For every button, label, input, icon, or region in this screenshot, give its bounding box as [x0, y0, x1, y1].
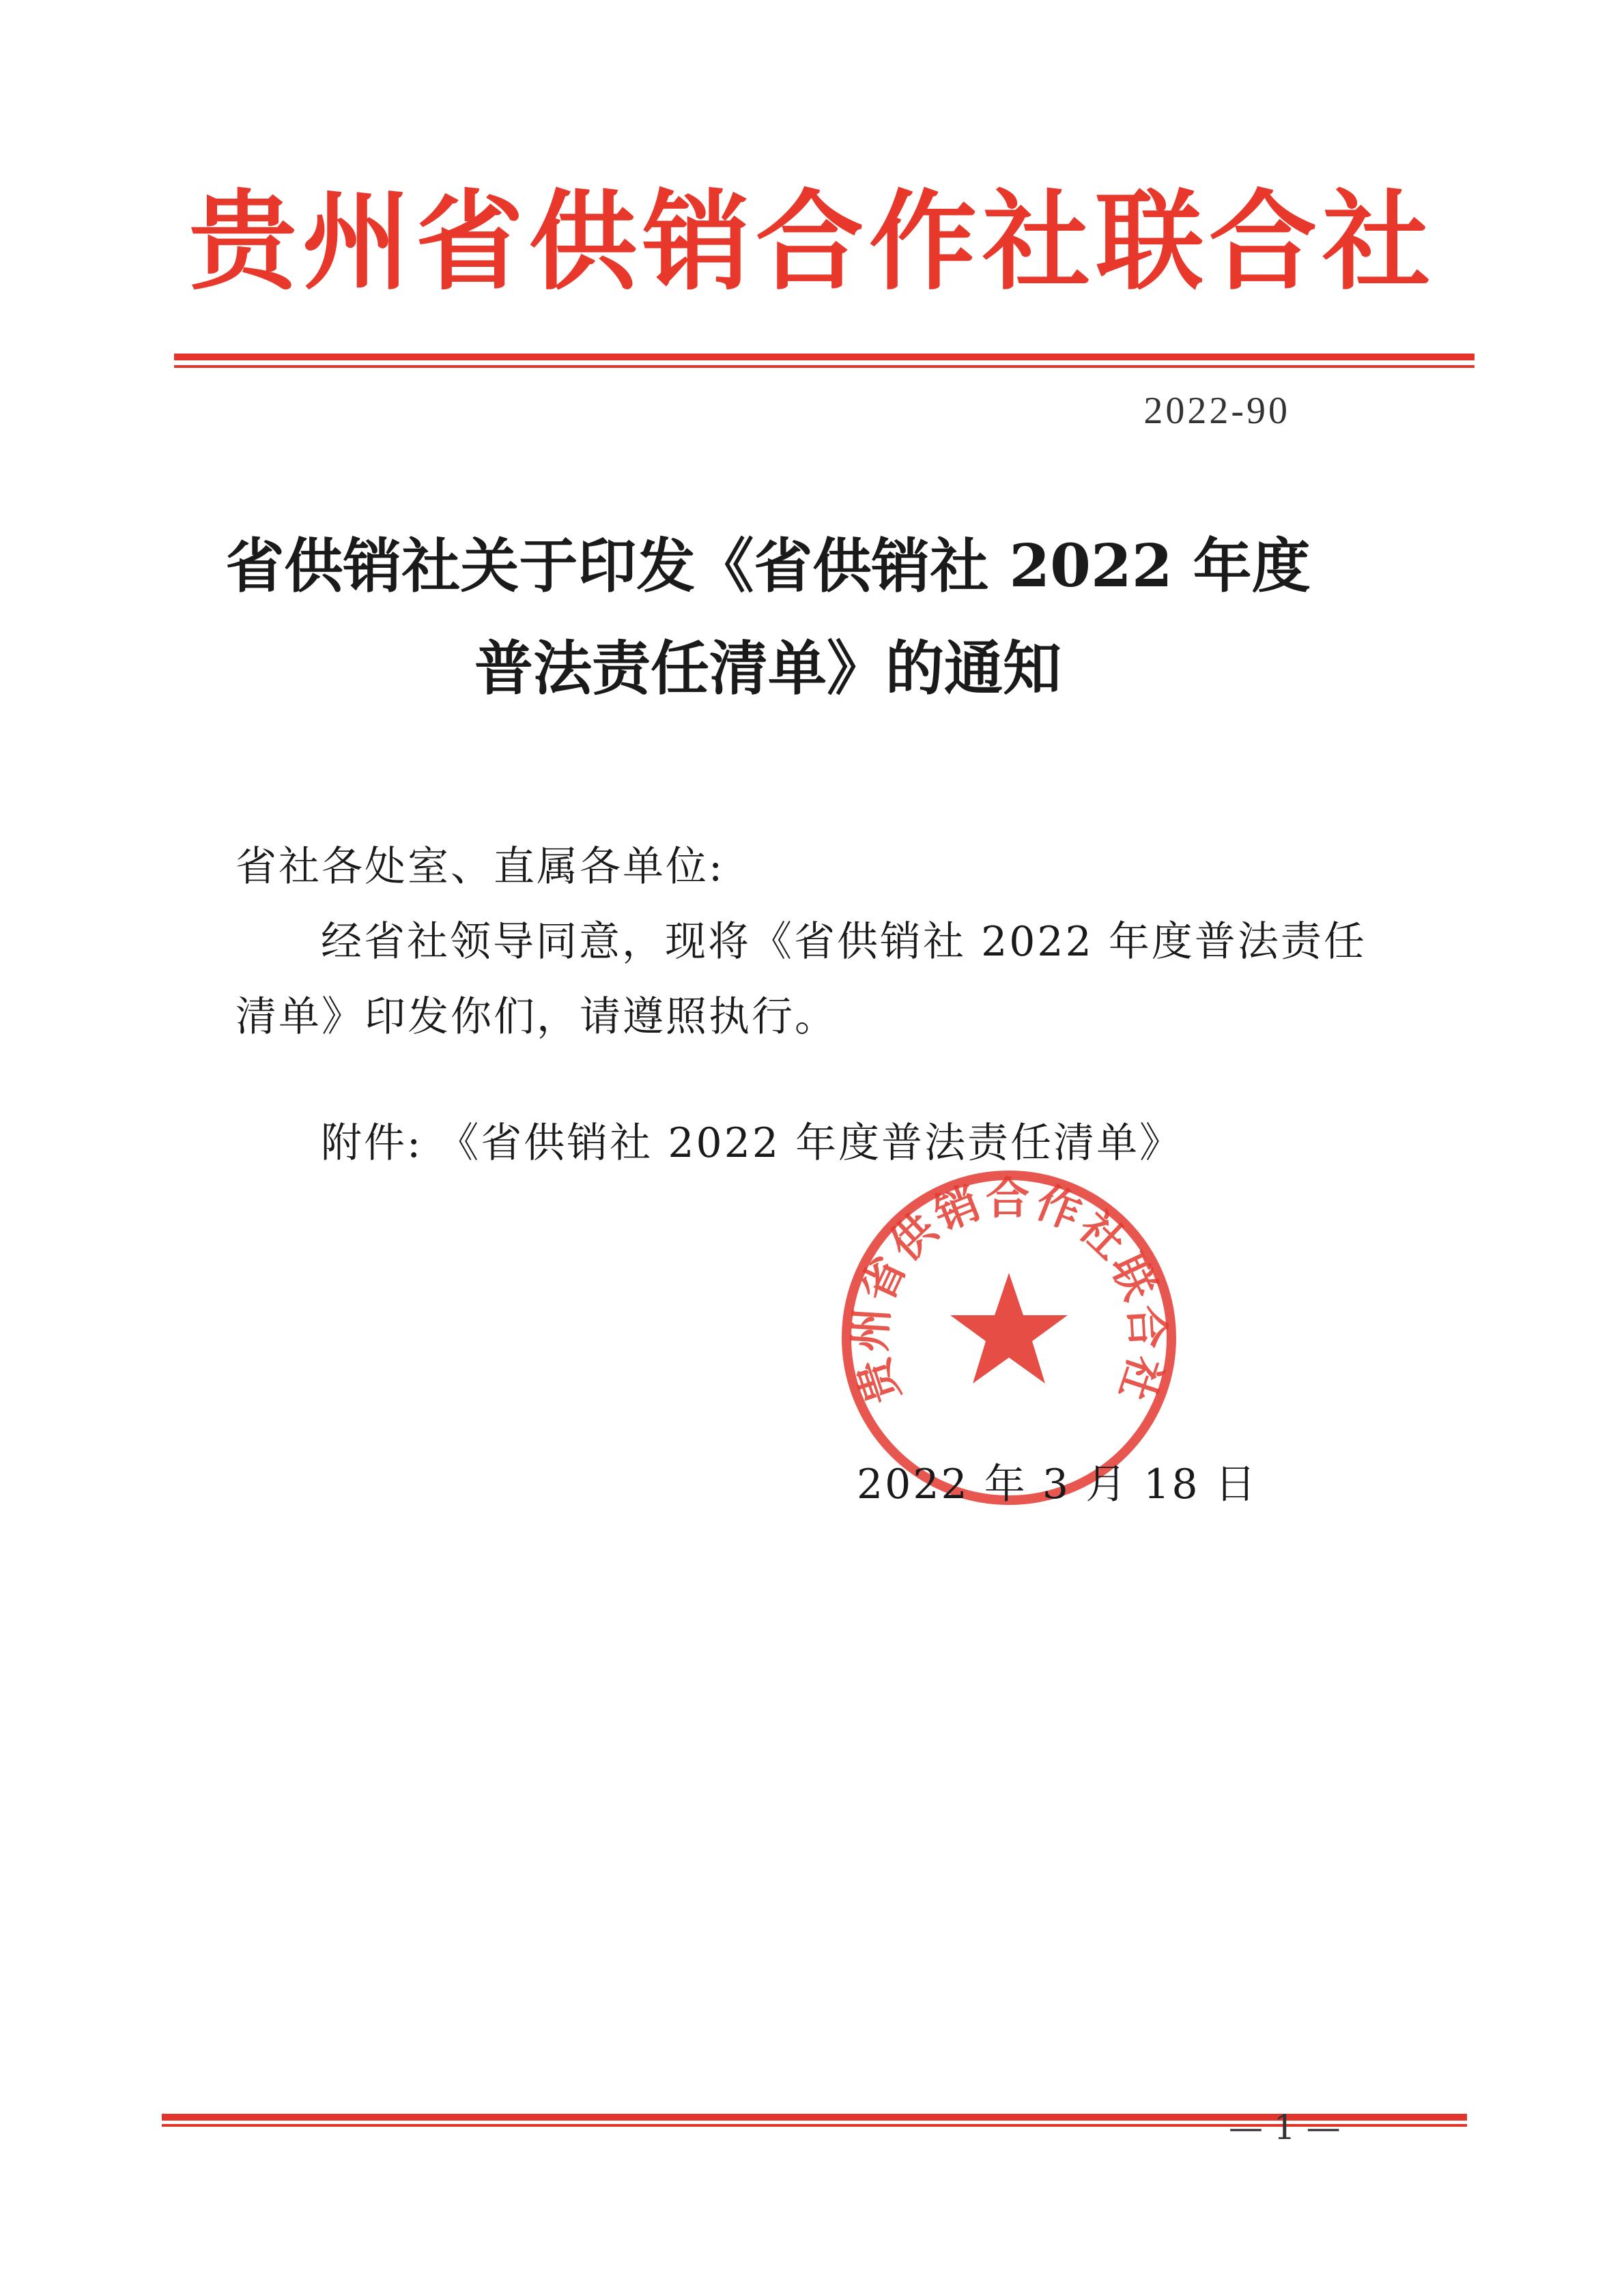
page-number: — 1 — — [1229, 2108, 1341, 2147]
header-rule-thin — [174, 365, 1475, 368]
body-paragraph-line2: 清单》印发你们，请遵照执行。 — [236, 993, 838, 1041]
letterhead-title: 贵州省供销合作社联合社 — [189, 180, 1436, 305]
document-number: 2022-90 — [1143, 390, 1290, 432]
star-icon — [950, 1273, 1068, 1383]
addressee: 省社各处室、直属各单位: — [236, 843, 725, 891]
header-rule-thick — [174, 354, 1475, 360]
attachment-line: 附件: 《省供销社 2022 年度普法责任清单》 — [321, 1119, 1183, 1167]
notice-title-line1: 省供销社关于印发《省供销社 2022 年度 — [225, 532, 1311, 601]
signature-date: 2022 年 3 月 18 日 — [857, 1461, 1258, 1508]
body-paragraph-line1: 经省社领导同意，现将《省供销社 2022 年度普法责任 — [321, 918, 1367, 966]
seal-text: 贵州省供销合作社联合社 — [844, 1173, 1173, 1410]
notice-title-line2: 普法责任清单》的通知 — [474, 634, 1062, 703]
